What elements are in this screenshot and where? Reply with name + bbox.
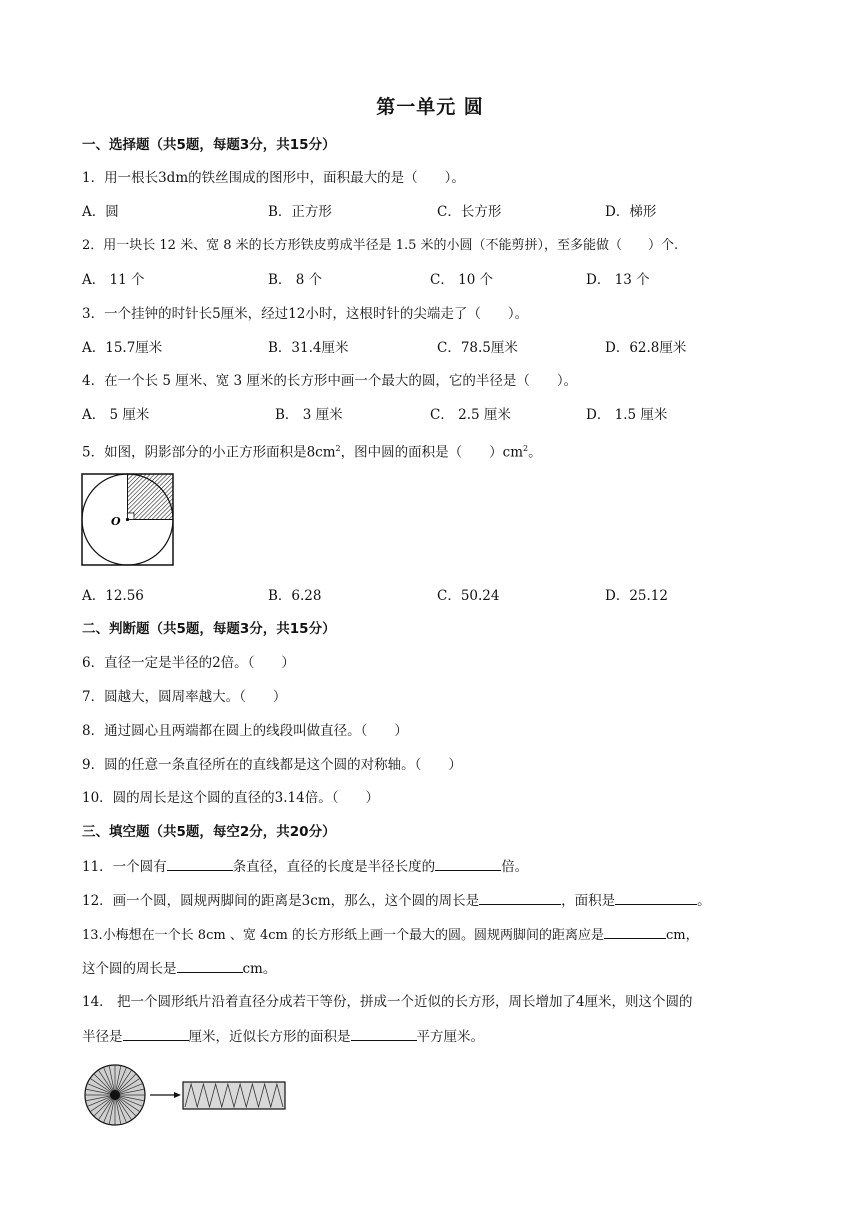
q5-sup-1: 2 xyxy=(335,444,341,453)
question-6: 6．直径一定是半径的2倍。（ ） xyxy=(82,655,295,671)
q5-text-a: 5．如图，阴影部分的小正方形面积是8cm xyxy=(82,444,336,461)
q5-option-c: C．50.24 xyxy=(437,588,500,604)
q4-option-c: C． 2.5 厘米 xyxy=(430,407,511,423)
q4-option-d: D． 1.5 厘米 xyxy=(586,407,668,423)
q12-text-a: 12．画一个圆，圆规两脚间的距离是3cm，那么，这个圆的周长是 xyxy=(82,893,480,909)
question-11 xyxy=(82,857,528,876)
question-2: 2．用一块长 12 米、宽 8 米的长方形铁皮剪成半径是 1.5 米的小圆（不能剪拼），至多能做（ ）个. xyxy=(82,238,679,253)
q13-text-d: cm。 xyxy=(242,961,277,977)
question-5 xyxy=(82,440,542,462)
q3-option-c: C．78.5厘米 xyxy=(437,340,518,356)
q13-text-b: cm， xyxy=(665,928,699,943)
q12-text-b: ，面积是 xyxy=(561,893,616,909)
q13-text-c: 这个圆的周长是 xyxy=(82,961,177,977)
page-title: 第一单元 圆 xyxy=(376,96,484,118)
q5-option-a: A．12.56 xyxy=(82,588,144,604)
q11-text-a: 11．一个圆有 xyxy=(82,859,167,875)
question-13-line-1 xyxy=(82,925,699,945)
q5-option-d: D．25.12 xyxy=(605,588,668,604)
section-heading-choice: 一、选择题（共5题，每题3分，共15分） xyxy=(82,137,336,153)
q11-text-c: 倍。 xyxy=(501,859,529,875)
question-7: 7．圆越大，圆周率越大。（ ） xyxy=(82,689,287,705)
question-1: 1．用一根长3dm的铁丝围成的图形中，面积最大的是（ ）。 xyxy=(82,170,465,186)
q14-blank-1[interactable] xyxy=(123,1027,189,1041)
question-3: 3．一个挂钟的时针长5厘米，经过12小时，这根时针的尖端走了（ ）。 xyxy=(82,306,529,322)
section-heading-fill: 三、填空题（共5题，每空2分，共20分） xyxy=(82,824,336,840)
q14-circle-to-rectangle-figure xyxy=(82,1062,292,1126)
question-12 xyxy=(82,891,711,910)
q3-option-d: D．62.8厘米 xyxy=(605,340,687,356)
q4-option-a: A． 5 厘米 xyxy=(82,407,150,423)
q1-option-d: D．梯形 xyxy=(605,204,657,220)
q5-option-b: B．6.28 xyxy=(268,588,322,604)
q5-circle-figure xyxy=(80,472,176,568)
q4-option-b: B． 3 厘米 xyxy=(275,407,343,423)
question-9: 9．圆的任意一条直径所在的直线都是这个圆的对称轴。（ ） xyxy=(82,757,462,773)
q13-blank-1[interactable] xyxy=(604,925,666,939)
question-14-line-1: 14． 把一个圆形纸片沿着直径分成若干等份，拼成一个近似的长方形，周长增加了4厘米，则这个圆的 xyxy=(82,994,693,1010)
q1-option-c: C．长方形 xyxy=(437,204,502,220)
q14-text-d: 平方厘米。 xyxy=(416,1029,484,1045)
question-14-line-2 xyxy=(82,1027,484,1046)
question-4: 4．在一个长 5 厘米、宽 3 厘米的长方形中画一个最大的圆，它的半径是（ ）。 xyxy=(82,373,578,389)
circle-center-label: O xyxy=(111,515,121,528)
q5-text-c: 。 xyxy=(528,444,542,461)
q1-option-b: B．正方形 xyxy=(268,204,332,220)
question-10: 10．圆的周长是这个圆的直径的3.14倍。（ ） xyxy=(82,790,379,806)
divided-circle-icon xyxy=(85,1065,145,1125)
q1-option-a: A．圆 xyxy=(82,204,119,220)
q13-text-a: 13.小梅想在一个长 8cm 、宽 4cm 的长方形纸上画一个最大的圆。圆规两脚间的距离应是 xyxy=(82,928,604,943)
q12-text-c: 。 xyxy=(697,893,711,909)
question-8: 8．通过圆心且两端都在圆上的线段叫做直径。（ ） xyxy=(82,723,408,739)
q2-option-d: D． 13 个 xyxy=(586,272,650,288)
q2-option-b: B． 8 个 xyxy=(268,272,323,288)
q2-option-a: A． 11 个 xyxy=(82,272,145,288)
q5-sup-2: 2 xyxy=(523,444,529,453)
section-heading-judge: 二、判断题（共5题，每题3分，共15分） xyxy=(82,621,336,637)
q11-blank-2[interactable] xyxy=(435,857,501,871)
question-13-line-2 xyxy=(82,959,276,978)
q3-option-b: B．31.4厘米 xyxy=(268,340,349,356)
q3-option-a: A．15.7厘米 xyxy=(82,340,163,356)
q12-blank-2[interactable] xyxy=(615,891,697,905)
q12-blank-1[interactable] xyxy=(479,891,561,905)
q2-option-c: C． 10 个 xyxy=(430,272,494,288)
q13-blank-2[interactable] xyxy=(177,959,243,973)
approx-rectangle xyxy=(183,1082,285,1109)
q11-text-b: 条直径，直径的长度是半径长度的 xyxy=(232,859,436,875)
q14-text-c: 厘米，近似长方形的面积是 xyxy=(188,1029,351,1045)
q5-text-b: ，图中圆的面积是（ ）cm xyxy=(340,444,524,461)
q11-blank-1[interactable] xyxy=(167,857,233,871)
q14-text-b: 半径是 xyxy=(82,1029,123,1045)
q14-blank-2[interactable] xyxy=(351,1027,417,1041)
